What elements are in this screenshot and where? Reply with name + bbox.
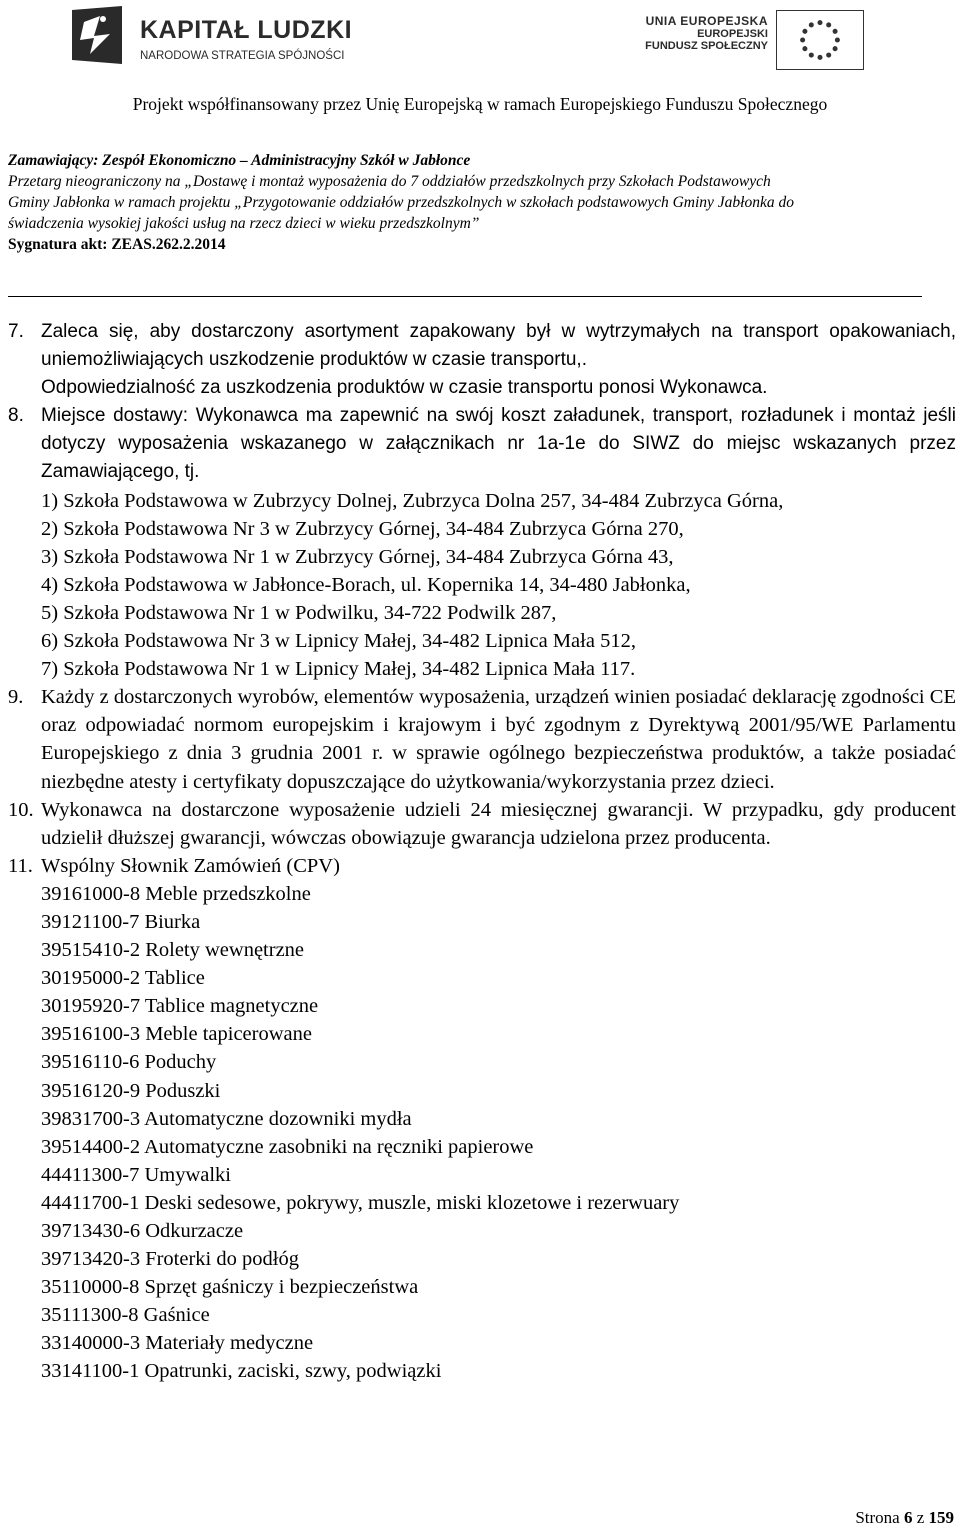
delivery-address: 4) Szkoła Podstawowa w Jabłonce-Borach, ul. Kopernika 14, 34-480 Jabłonka, [41, 573, 691, 596]
cpv-code: 35111300-8 Gaśnice [41, 1304, 210, 1327]
delivery-address: 3) Szkoła Podstawowa Nr 1 w Zubrzycy Górnej, 34-484 Zubrzyca Górna 43, [41, 545, 674, 568]
list-number: 8. [8, 405, 24, 427]
cpv-code: 33140000-3 Materiały medyczne [41, 1332, 314, 1355]
cpv-code: 39713420-3 Froterki do podłóg [41, 1248, 299, 1271]
eu-logo [630, 8, 890, 72]
cpv-code: 35110000-8 Sprzęt gaśniczy i bezpieczeństwa [41, 1276, 419, 1299]
total-pages: 159 [928, 1508, 954, 1527]
list-item-11 [0, 852, 960, 1386]
list-item-7 [0, 318, 960, 402]
list-item-8 [0, 402, 960, 486]
cpv-code: 39514400-2 Automatyczne zasobniki na ręczniki papierowe [41, 1135, 534, 1158]
delivery-address: 7) Szkoła Podstawowa Nr 1 w Lipnicy Małej, 34-482 Lipnica Mała 117. [41, 658, 636, 681]
cpv-code: 44411300-7 Umywalki [41, 1163, 231, 1186]
cpv-code: 33141100-1 Opatrunki, zaciski, szwy, podwiązki [41, 1360, 442, 1383]
list-number: 11. [8, 854, 33, 877]
eu-logo-text [630, 14, 768, 52]
tender-line-2: Gminy Jabłonka w ramach projektu „Przygotowanie oddziałów przedszkolnych w szkołach podstawowych Gminy Jabłonka do [8, 194, 794, 211]
item-7-text: Zaleca się, aby dostarczony asortyment zapakowany był w wytrzymałych na transport opakowaniach, uniemożliwiających uszkodzenie produktów w czasie transportu,. [41, 321, 956, 371]
list-number: 10. [8, 798, 34, 821]
list-number: 7. [8, 321, 24, 342]
kapital-ludzki-flag-icon [70, 6, 124, 66]
eu-logo-line1: UNIA EUROPEJSKA [645, 14, 768, 28]
cpv-code: 30195000-2 Tablice [41, 967, 205, 990]
header-divider [8, 296, 922, 297]
page-number [855, 1508, 954, 1528]
current-page: 6 [903, 1508, 913, 1527]
document-header [8, 150, 958, 255]
item-11-text: Wspólny Słownik Zamówień (CPV) [41, 854, 340, 877]
eu-flag-icon [776, 10, 864, 70]
tender-line-3: świadczenia wysokiej jakości usług na rzecz dzieci w wieku przedszkolnym” [8, 215, 480, 232]
delivery-address: 1) Szkoła Podstawowa w Zubrzycy Dolnej, Zubrzyca Dolna 257, 34-484 Zubrzyca Górna, [41, 489, 784, 512]
delivery-address: 6) Szkoła Podstawowa Nr 3 w Lipnicy Małej, 34-482 Lipnica Mała 512, [41, 630, 636, 653]
kapital-ludzki-logo [70, 6, 353, 68]
delivery-address: 2) Szkoła Podstawowa Nr 3 w Zubrzycy Górnej, 34-484 Zubrzyca Górna 270, [41, 517, 684, 540]
delivery-address: 5) Szkoła Podstawowa Nr 1 w Podwilku, 34-722 Podwilk 287, [41, 601, 557, 624]
item-7-text-2: Odpowiedzialność za uszkodzenia produktów w czasie transportu ponosi Wykonawca. [41, 377, 768, 399]
ordering-party: Zamawiający: Zespół Ekonomiczno – Administracyjny Szkół w Jabłonce [8, 152, 471, 169]
kapital-ludzki-subtitle: NARODOWA STRATEGIA SPÓJNOŚCI [140, 50, 345, 62]
item-8-text: Miejsce dostawy: Wykonawca ma zapewnić na swój koszt załadunek, transport, rozładunek i montaż jeśli dotyczy wyposażenia wskazanego w załącznikach nr 1a-1e do SIWZ do miejsc wskazanych przez Zamawiającego, tj. [41, 405, 956, 483]
cpv-code: 39121100-7 Biurka [41, 910, 201, 933]
eu-logo-line2: EUROPEJSKI [697, 28, 768, 40]
cpv-code: 30195920-7 Tablice magnetyczne [41, 995, 319, 1018]
list-number: 9. [8, 686, 24, 709]
cpv-code: 39713430-6 Odkurzacze [41, 1220, 244, 1242]
cpv-code: 39831700-3 Automatyczne dozowniki mydła [41, 1107, 412, 1130]
cpv-code: 39161000-8 Meble przedszkolne [41, 882, 311, 905]
cpv-code: 44411700-1 Deski sedesowe, pokrywy, muszle, miski klozetowe i rezerwuary [41, 1191, 680, 1214]
page-label: Strona [855, 1508, 900, 1527]
tender-line-1: Przetarg nieograniczony na „Dostawę i montaż wyposażenia do 7 oddziałów przedszkolnych przy Szkołach Podstawowych [8, 173, 771, 190]
cpv-code: 39516120-9 Poduszki [41, 1079, 221, 1102]
document-body [0, 318, 960, 1386]
list-item-9 [0, 683, 960, 795]
cofinancing-note: Projekt współfinansowany przez Unię Europejską w ramach Europejskiego Funduszu Społecznego [132, 94, 828, 114]
item-9-text: Każdy z dostarczonych wyrobów, elementów wyposażenia, urządzeń winien posiadać deklarację zgodności CE oraz odpowiadać normom europejskim i krajowym i być zgodnym z Dyrektywą 2001/95/WE Parlamentu Europejskiego z dnia 3 grudnia 2001 r. w sprawie ogólnego bezpieczeństwa produktów, a także posiadać niezbędne atesty i certyfikaty dopuszczające do użytkowania/wykorzystania przez dzieci. [41, 686, 956, 793]
page-separator: z [916, 1508, 925, 1527]
list-item-10 [0, 796, 960, 852]
eu-logo-line3: FUNDUSZ SPOŁECZNY [645, 40, 768, 52]
cpv-code: 39516110-6 Poduchy [41, 1051, 217, 1074]
item-10-text: Wykonawca na dostarczone wyposażenie udzieli 24 miesięcznej gwarancji. W przypadku, gdy producent udzielił dłuższej gwarancji, wówczas obowiązuje gwarancja udzielona przez producenta. [41, 798, 956, 849]
kapital-ludzki-title: KAPITAŁ LUDZKI [140, 16, 353, 44]
cpv-code: 39515410-2 Rolety wewnętrzne [41, 939, 305, 962]
reference-number: Sygnatura akt: ZEAS.262.2.2014 [8, 236, 226, 253]
delivery-address-list [0, 487, 960, 684]
cpv-code: 39516100-3 Meble tapicerowane [41, 1023, 312, 1046]
